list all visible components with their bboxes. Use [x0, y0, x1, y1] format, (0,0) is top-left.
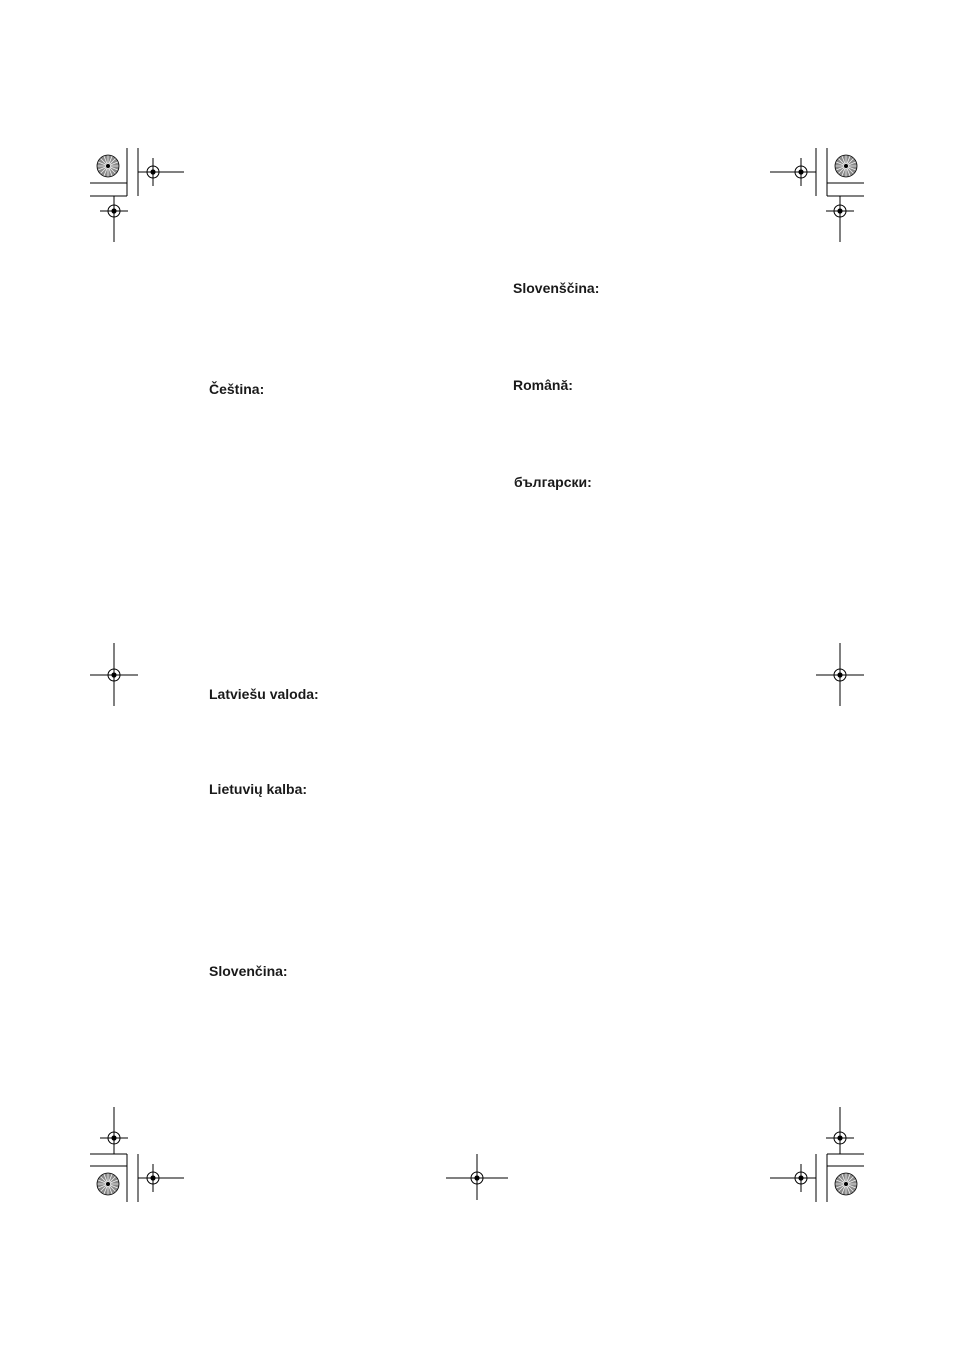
registration-mark-icon-top-left-b	[100, 197, 128, 225]
registration-mark-icon-bottom-right-a	[826, 1124, 854, 1152]
registration-mark-icon-middle-left	[100, 661, 128, 689]
heading-slovenian: Slovenščina:	[513, 280, 600, 296]
color-wheel-icon-bottom-left	[97, 1173, 119, 1195]
registration-mark-icon-middle-right	[826, 661, 854, 689]
heading-lithuanian: Lietuvių kalba:	[209, 781, 308, 797]
color-wheel-icon-bottom-right	[835, 1173, 857, 1195]
heading-bulgarian: български:	[514, 474, 592, 490]
color-wheel-icon-top-right	[835, 155, 857, 177]
registration-mark-icon-bottom-left-a	[100, 1124, 128, 1152]
registration-mark-icon-bottom-left-b	[139, 1164, 167, 1192]
heading-slovak: Slovenčina:	[209, 963, 288, 979]
registration-mark-icon-bottom-center	[463, 1164, 491, 1192]
heading-romanian: Română:	[513, 377, 573, 393]
registration-mark-icon-top-left-a	[139, 158, 167, 186]
registration-mark-icon-top-right-a	[787, 158, 815, 186]
color-wheel-icon-top-left	[97, 155, 119, 177]
registration-mark-icon-bottom-right-b	[787, 1164, 815, 1192]
registration-mark-icon-top-right-b	[826, 197, 854, 225]
heading-latvian: Latviešu valoda:	[209, 686, 319, 702]
heading-czech: Čeština:	[209, 381, 265, 397]
